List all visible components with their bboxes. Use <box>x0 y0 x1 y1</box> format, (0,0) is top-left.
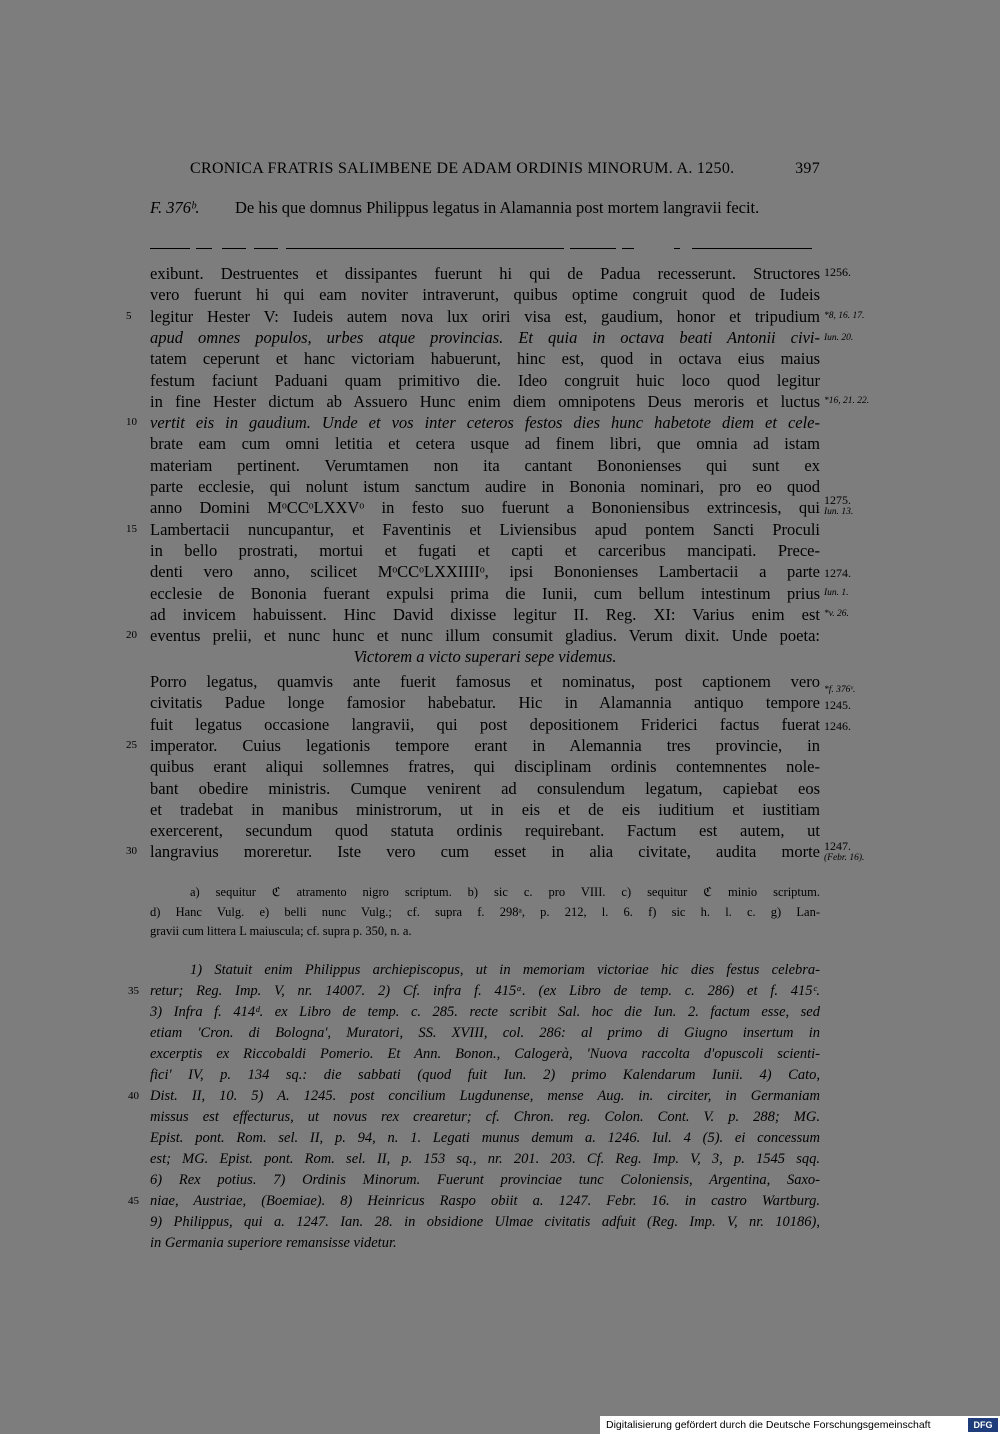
text-line: langravius moreretur. Iste vero cum esset in alia civitate, audita morte <box>150 842 820 862</box>
note-line: Dist. II, 10. 5) A. 1245. post concilium Lugdunense, mense Aug. in. circiter, in Germaniam <box>150 1088 820 1104</box>
text-line: brate eam cum omni letitia et cetera usque ad finem libri, que omnia ad istam <box>150 434 820 454</box>
margin-date: 1245. <box>824 698 851 712</box>
note-line: missus est effecturus, ut novus rex crearetur; cf. Chron. reg. Colon. Cont. V. p. 288; MG. <box>150 1109 820 1125</box>
text-line: in bello prostrati, mortui et fugati et capti et carceribus mancipati. Prece- <box>150 540 820 560</box>
note-line: in Germania superiore remansisse videtur. <box>150 1235 397 1251</box>
text-line: quibus erant aliqui sollemnes fratres, qui disciplinam ordinis contemnentes nole- <box>150 757 820 777</box>
margin-reference: (Febr. 16). <box>824 853 865 863</box>
margin-date: 1274. <box>824 566 851 580</box>
text-line: Lambertacii nuncupantur, et Faventinis et Liviensibus apud pontem Sancti Proculi <box>150 519 820 539</box>
line-number: 15 <box>126 522 137 535</box>
note-line: 1) Statuit enim Philippus archiepiscopus, ut in memoriam victoriae hic dies festus celebra- <box>190 962 820 978</box>
margin-reference: *16, 21. 22. <box>824 396 870 406</box>
note-line: etiam 'Cron. di Bologna', Muratori, SS. XVIII, col. 286: al primo di Giugno insertum in <box>150 1025 820 1041</box>
line-number: 20 <box>126 629 137 642</box>
text-line: ad invicem habuissent. Hinc David dixisse legitur II. Reg. XI: Varius enim est <box>150 604 820 624</box>
note-line: excerptis ex Riccobaldi Pomerio. Et Ann. Bonon., Calogerà, 'Nuova raccolta d'opuscoli scienti- <box>150 1046 820 1062</box>
text-line: tatem ceperunt et hanc victoriam habuerunt, hinc est, quod in octava eius maius <box>150 349 820 369</box>
text-line: festum faciunt Paduani quam primitivo die. Ideo congruit huic loco quod legitur <box>150 370 820 390</box>
text-line: exercerent, secundum quod statuta ordinis requirebant. Factum est autem, ut <box>150 821 820 841</box>
text-line: eventus prelii, et nunc hunc et nunc illum consumit gladius. Verum dixit. Unde poeta: <box>150 626 820 646</box>
text-line: ecclesie de Bononia fuerant expulsi prima die Iunii, cum bellum intestinum prius <box>150 583 820 603</box>
funding-text: Digitalisierung gefördert durch die Deutsche Forschungsgemeinschaft <box>606 1419 931 1431</box>
text-line: civitatis Padue longe famosior habebatur. Hic in Alamannia antiquo tempore <box>150 693 820 713</box>
apparatus-line: d) Hanc Vulg. e) belli nunc Vulg.; cf. supra f. 298ᵃ, p. 212, l. 6. f) sic h. l. c. g) Lan- <box>150 904 820 919</box>
margin-reference: *8, 16. 17. <box>824 311 865 321</box>
text-line: vero fuerunt hi qui eam noviter intraverunt, quibus optime congruit quod de Iudeis <box>150 285 820 305</box>
text-line: fuit legatus occasione langravii, qui post depositionem Friderici factus fuerat <box>150 714 820 734</box>
note-line: Epist. pont. Rom. sel. II, p. 94, n. 1. Legati munus demum a. 1246. Iul. 4 (5). ei concessum <box>150 1130 820 1146</box>
text-line: materiam pertinent. Verumtamen non ita cantant Bononienses qui sunt ex <box>150 455 820 475</box>
line-number: 45 <box>128 1195 139 1207</box>
margin-date: 1256. <box>824 265 851 279</box>
line-number: 35 <box>128 985 139 997</box>
apparatus-line: gravii cum littera L maiuscula; cf. supra p. 350, n. a. <box>150 924 412 938</box>
margin-reference: Iun. 13. <box>824 507 854 517</box>
line-number: 25 <box>126 738 137 751</box>
line-number: 5 <box>126 309 132 322</box>
page-number: 397 <box>795 160 820 177</box>
margin-date: 1247. <box>824 839 851 853</box>
line-number: 40 <box>128 1090 139 1102</box>
note-line: 6) Rex potius. 7) Ordinis Minorum. Fuerunt provinciae tunc Coloniensis, Argentina, Saxo- <box>150 1172 820 1188</box>
margin-reference: *f. 376ᵛ. <box>824 685 856 695</box>
running-title: CRONICA FRATRIS SALIMBENE DE ADAM ORDINIS MINORUM. A. 1250. <box>190 160 735 177</box>
margin-reference: *v. 26. <box>824 609 849 619</box>
margin-reference: Iun. 20. <box>824 333 854 343</box>
text-line: legitur Hester V: Iudeis autem nova lux oriri visa est, gaudium, honor et tripudium <box>150 306 820 326</box>
text-line: vertit eis in gaudium. Unde et vos inter ceteros festos dies hunc habetote diem et cele- <box>150 413 820 433</box>
text-line: exibunt. Destruentes et dissipantes fuerunt hi qui de Padua recesserunt. Structores <box>150 264 820 283</box>
caption-text: De his que domnus Philippus legatus in Alamannia post mortem langravii fecit. <box>235 198 760 217</box>
line-number: 30 <box>126 845 137 858</box>
funding-footer <box>600 1416 1000 1434</box>
dfg-logo: DFG <box>968 1418 998 1432</box>
note-line: est; MG. Epist. pont. Rom. sel. II, p. 153 sq., nr. 201. 203. Cf. Reg. Imp. V, 3, p. 1545 sqq. <box>150 1151 820 1167</box>
text-line: parte ecclesie, qui nolunt istum sanctum audire in Bononia nominari, pro eo quod <box>150 477 820 496</box>
text-line: apud omnes populos, urbes atque provincias. Et quia in octava beati Antonii civi- <box>150 327 820 347</box>
text-line: Porro legatus, quamvis ante fuerit famosus et nominatus, post captionem vero <box>150 672 820 691</box>
folio-reference: F. 376ᵇ. <box>150 198 200 217</box>
text-line: in fine Hester dictum ab Assuero Hunc enim diem omnipotens Deus meroris et luctus <box>150 391 820 411</box>
margin-date: 1246. <box>824 719 851 733</box>
text-line: bant obedire ministris. Cumque venirent ad consulendum legatum, capiebat eos <box>150 778 820 798</box>
note-line: retur; Reg. Imp. V, nr. 14007. 2) Cf. infra f. 415ᵃ. (ex Libro de temp. c. 286) et f. 415ᶜ. <box>150 983 820 999</box>
text-line: anno Domini MᵒCCᵒLXXVᵒ in festo suo fuerunt a Bononiensibus extrincesis, qui <box>150 498 820 518</box>
line-number: 10 <box>126 416 137 429</box>
apparatus-line: a) sequitur ℭ atramento nigro scriptum. b) sic c. pro VIII. c) sequitur ℭ minio scriptum. <box>190 885 820 899</box>
text-line: denti vero anno, scilicet MᵒCCᵒLXXIIIIᵒ, ipsi Bononienses Lambertacii a parte <box>150 562 820 582</box>
note-line: niae, Austriae, (Boemiae). 8) Heinricus Raspo obiit a. 1247. Febr. 16. in castro Wartburg. <box>150 1193 820 1209</box>
margin-reference: Iun. 1. <box>824 588 849 598</box>
text-line: et tradebat in manibus ministrorum, ut in eis et de eis iuditium et iustitiam <box>150 799 820 819</box>
verse-line: Victorem a victo superari sepe videmus. <box>353 647 617 667</box>
separator-rule <box>150 248 820 249</box>
note-line: fici' IV, p. 134 sq.: die sabbati (quod fuit Iun. 2) primo Kalendarum Iunii. 4) Cato, <box>150 1067 820 1083</box>
note-line: 9) Philippus, qui a. 1247. Ian. 28. in obsidione Ulmae civitatis adfuit (Reg. Imp. V, nr. 10186), <box>150 1214 820 1230</box>
note-line: 3) Infra f. 414ᵈ. ex Libro de temp. c. 285. recte scribit Sal. hoc die Iun. 2. factum esse, sed <box>150 1004 820 1020</box>
text-line: imperator. Cuius legationis tempore erant in Alemannia tres provincie, in <box>150 735 820 755</box>
margin-date: 1275. <box>824 493 851 507</box>
